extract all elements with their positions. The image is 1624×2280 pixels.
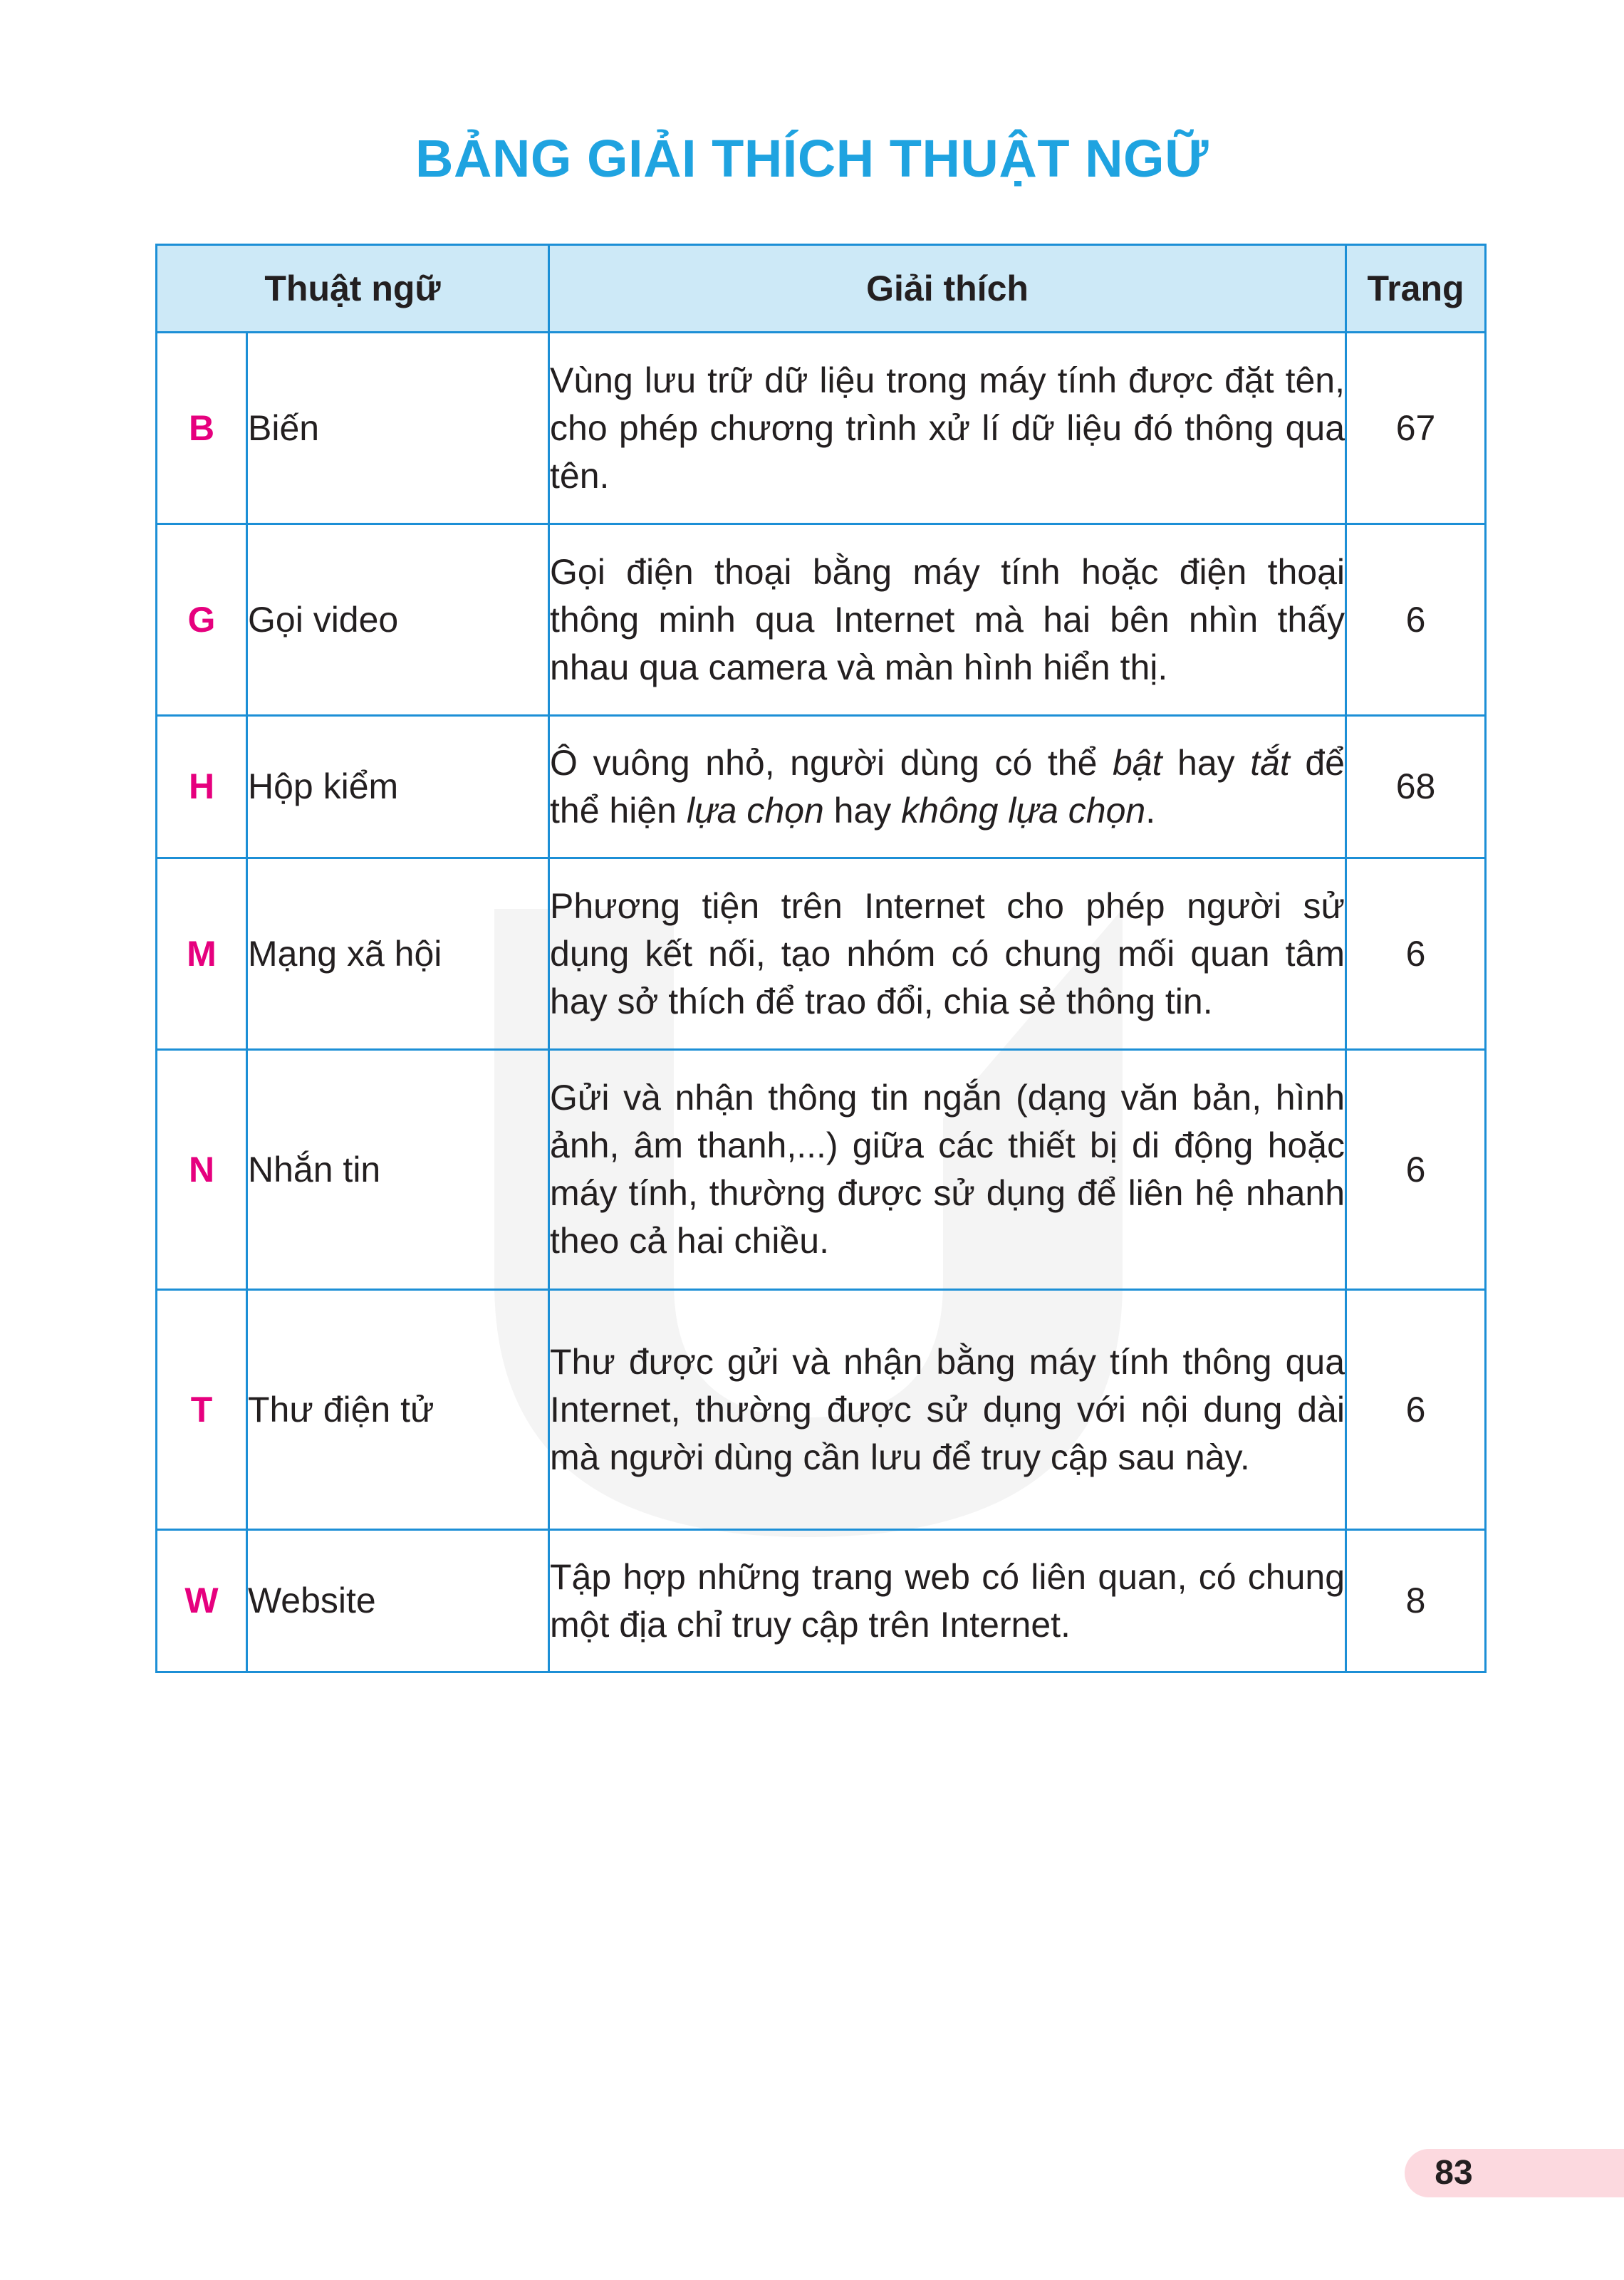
row-explanation <box>549 858 1346 1050</box>
row-term: Mạng xã hội <box>247 858 549 1050</box>
row-explanation <box>549 524 1346 716</box>
glossary-body <box>157 333 1486 1672</box>
row-term: Thư điện tử <box>247 1290 549 1530</box>
explanation-segment: tắt <box>1250 742 1290 783</box>
table-row <box>157 333 1486 524</box>
row-letter: W <box>157 1530 247 1672</box>
header-page: Trang <box>1346 245 1486 333</box>
explanation-segment: không lựa chọn <box>901 790 1146 831</box>
explanation-segment: lựa chọn <box>686 790 824 831</box>
row-explanation <box>549 716 1346 858</box>
explanation-segment: Gọi điện thoại bằng máy tính hoặc điện thoại thông minh qua Internet mà hai bên nhìn thấy nhau qua camera và màn hình hiển thị. <box>550 551 1345 687</box>
row-letter: B <box>157 333 247 524</box>
row-letter: G <box>157 524 247 716</box>
explanation-segment: Phương tiện trên Internet cho phép người sử dụng kết nối, tạo nhóm có chung mối quan tâm hay sở thích để trao đổi, chia sẻ thông tin. <box>550 885 1345 1021</box>
row-page: 6 <box>1346 858 1486 1050</box>
row-term: Hộp kiểm <box>247 716 549 858</box>
row-term: Website <box>247 1530 549 1672</box>
explanation-segment: hay <box>823 790 902 831</box>
row-letter: N <box>157 1050 247 1290</box>
explanation-segment: Gửi và nhận thông tin ngắn (dạng văn bản, hình ảnh, âm thanh,...) giữa các thiết bị di động hoặc máy tính, thường được sử dụng để liên hệ nhanh theo cả hai chiều. <box>550 1078 1345 1261</box>
row-term: Gọi video <box>247 524 549 716</box>
glossary-table <box>155 244 1487 1673</box>
row-page: 6 <box>1346 1050 1486 1290</box>
explanation-segment: Thư được gửi và nhận bằng máy tính thông qua Internet, thường được sử dụng với nội dung dài mà người dùng cần lưu để truy cập sau này. <box>550 1341 1345 1477</box>
explanation-segment: Tập hợp những trang web có liên quan, có chung một địa chỉ truy cập trên Internet. <box>550 1556 1345 1645</box>
row-letter: M <box>157 858 247 1050</box>
table-row <box>157 1050 1486 1290</box>
row-page: 68 <box>1346 716 1486 858</box>
row-term: Biến <box>247 333 549 524</box>
explanation-segment: hay <box>1162 742 1251 783</box>
table-row <box>157 1290 1486 1530</box>
explanation-segment: Ô vuông nhỏ, người dùng có thể <box>550 742 1113 783</box>
row-page: 67 <box>1346 333 1486 524</box>
explanation-segment: để thể hiện <box>550 742 1345 831</box>
header-explanation: Giải thích <box>549 245 1346 333</box>
page-title: BẢNG GIẢI THÍCH THUẬT NGỮ <box>415 129 1209 188</box>
row-explanation <box>549 1290 1346 1530</box>
row-page: 6 <box>1346 1290 1486 1530</box>
explanation-segment: Vùng lưu trữ dữ liệu trong máy tính được đặt tên, cho phép chương trình xử lí dữ liệu đó thông qua tên. <box>550 360 1345 496</box>
table-row <box>157 716 1486 858</box>
explanation-segment: bật <box>1112 742 1162 783</box>
table-row <box>157 858 1486 1050</box>
row-page: 8 <box>1346 1530 1486 1672</box>
explanation-segment: . <box>1145 790 1156 831</box>
row-explanation <box>549 1530 1346 1672</box>
table-row <box>157 524 1486 716</box>
row-letter: H <box>157 716 247 858</box>
row-explanation <box>549 333 1346 524</box>
page-number: 83 <box>1435 2154 1473 2192</box>
table-header-row <box>157 245 1486 333</box>
header-term: Thuật ngữ <box>157 245 549 333</box>
row-explanation <box>549 1050 1346 1290</box>
row-page: 6 <box>1346 524 1486 716</box>
row-term: Nhắn tin <box>247 1050 549 1290</box>
row-letter: T <box>157 1290 247 1530</box>
table-row <box>157 1530 1486 1672</box>
